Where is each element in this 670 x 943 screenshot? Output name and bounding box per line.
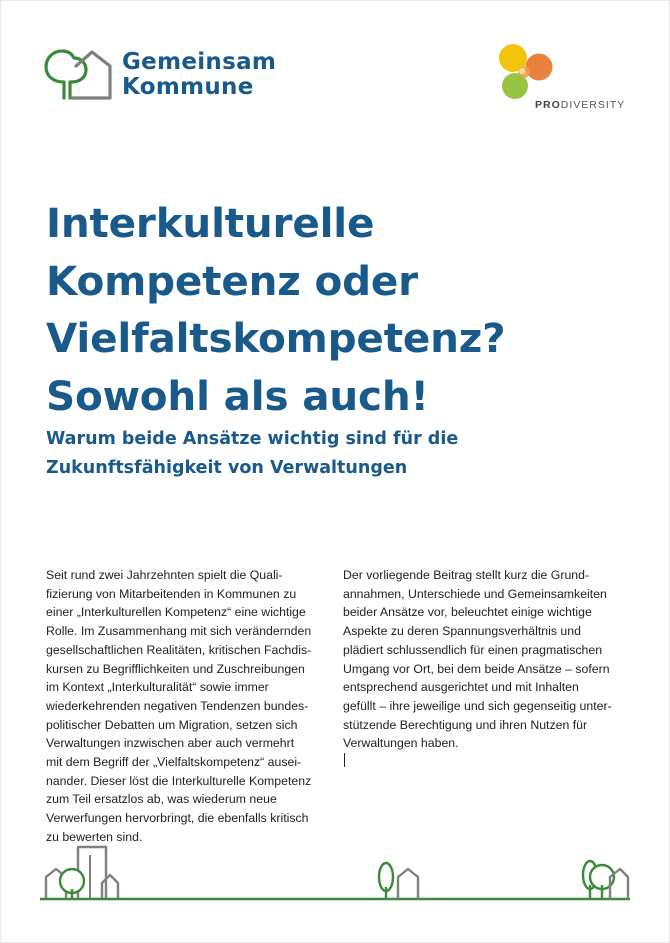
prodiversity-circles-icon [493,40,563,102]
title-line: Interkulturelle [46,199,375,247]
prodiversity-logo [493,40,633,115]
body-line: einer „Interkulturellen Kompetenz“ eine wichtige [46,605,306,620]
title-line: Vielfaltskompetenz? [46,314,506,362]
body-line: Aspekte zu deren Spannungsverhältnis und [343,624,581,639]
footer-houses-trees-illustration [40,843,630,903]
body-line: zu bewerten sind. [46,829,143,844]
body-line: wiederkehrenden negativen Tendenzen bundes- [46,698,309,713]
body-line: Umgang vor Ort, bei dem beide Ansätze – sofern [343,661,610,676]
body-line: Seit rund zwei Jahrzehnten spielt die Quali- [46,568,283,582]
body-line: gesellschaftlichen Realitäten, kritischen Fachdis- [46,642,312,657]
body-line: nander. Dieser löst die Interkulturelle Kompetenz [46,773,312,788]
body-line: zum Teil ersatzlos ab, was wiederum neue [46,792,277,807]
tree-house-logo-icon [42,44,116,102]
body-line: Verwaltungen inzwischen aber auch vermehrt [46,736,295,751]
body-line: im Kontext „Interkulturalität“ sowie immer [46,680,269,695]
body-line: entsprechend ausgerichtet und mit Inhalten [343,680,579,695]
body-column-left [46,566,336,847]
body-column-right[interactable] [343,566,633,767]
body-line: Rolle. Im Zusammenhang mit sich verändernden [46,624,312,639]
body-line: gefüllt – ihre jeweilige und sich gegenseitig unter- [343,698,612,713]
subtitle-line: Zukunftsfähigkeit von Verwaltungen [46,458,408,478]
body-line: Verwaltungen haben. [343,736,459,751]
text-cursor [344,753,345,767]
brand-name [122,50,276,100]
document-title [46,195,646,425]
prodiversity-wordmark-rest: DIVERSITY [560,99,626,111]
body-line: mit dem Begriff der „Vielfaltskompetenz“ ausei- [46,755,302,770]
body-line: stützende Berechtigung und ihren Nutzen für [343,717,588,732]
body-line: politischer Debatten um Migration, setzen sich [46,717,298,732]
body-line: Der vorliegende Beitrag stellt kurz die Grund- [343,568,590,582]
body-line: Verwerfungen hervorbringt, die ebenfalls kritisch [46,811,309,826]
gemeinsam-kommune-logo [42,44,292,104]
body-line: annahmen, Unterschiede und Gemeinsamkeiten [343,586,607,601]
brand-line-1: Gemeinsam [122,49,277,75]
subtitle-line: Warum beide Ansätze wichtig sind für die [46,429,459,449]
prodiversity-wordmark-bold: PRO [535,99,561,111]
body-line: fizierung von Mitarbeitenden in Kommunen zu [46,586,297,601]
brand-line-2: Kommune [122,74,254,100]
title-line: Kompetenz oder [46,256,418,305]
body-line: beider Ansätze vor, beleuchtet einige wichtige [343,605,592,620]
body-line: plädiert schlussendlich für einen pragmatischen [343,642,603,657]
prodiversity-wordmark [535,99,625,111]
title-line: Sowohl als auch! [46,371,429,420]
body-line: kursen zu Begrifflichkeiten und Zuschreibungen [46,661,305,676]
document-subtitle [46,425,646,483]
body-line-last [343,734,633,767]
